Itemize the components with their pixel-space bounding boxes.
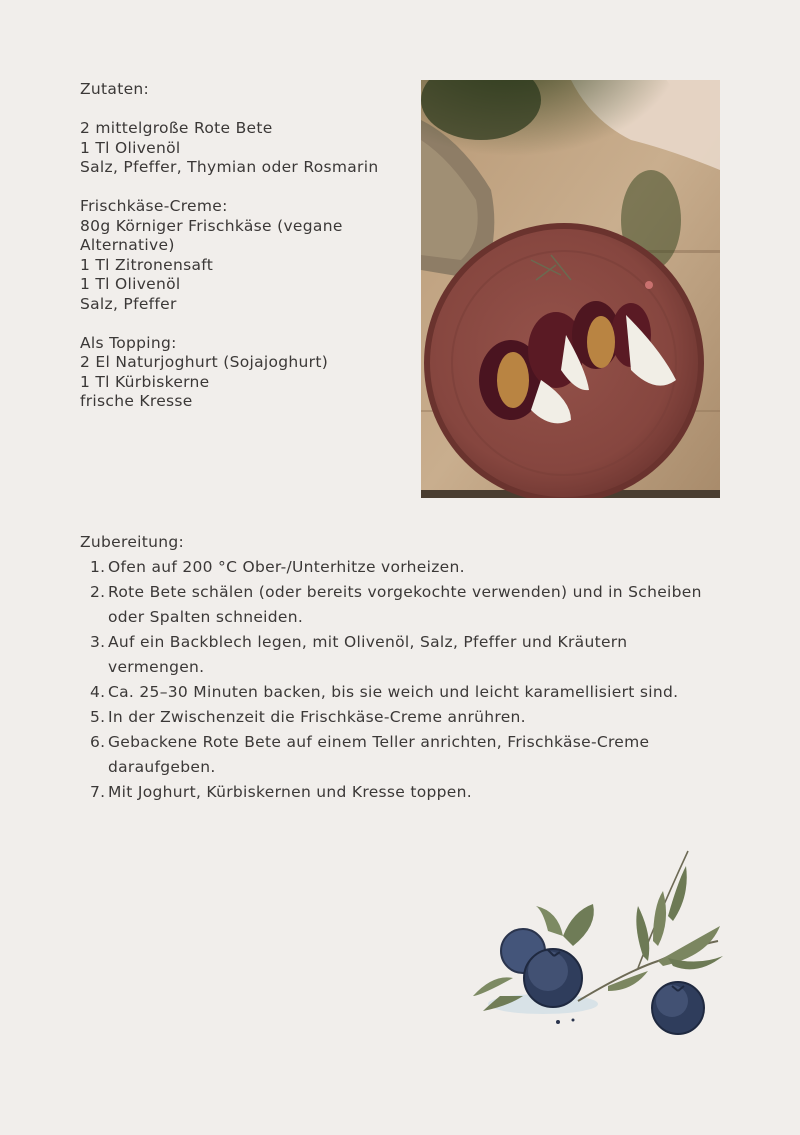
cream-heading: Frischkäse-Creme: [80, 197, 228, 215]
step-item [80, 580, 720, 630]
ingredient-item: Salz, Pfeffer [80, 294, 177, 313]
step-text: Ofen auf 200 °C Ober-/Unterhitze vorheizen. [108, 558, 465, 576]
ingredient-item: 2 mittelgroße Rote Bete [80, 119, 273, 137]
step-item [80, 555, 720, 580]
step-item [80, 730, 720, 780]
ingredient-item: 1 Tl Olivenöl [80, 138, 181, 157]
ingredient-item: 80g Körniger Frischkäse (vegane [80, 216, 343, 235]
blueberry-branch-icon [468, 846, 728, 1041]
ingredient-item: 1 Tl Zitronensaft [80, 255, 214, 274]
step-text: Ca. 25–30 Minuten backen, bis sie weich und leicht karamellisiert sind. [108, 683, 679, 701]
step-item [80, 780, 720, 805]
preparation-steps [80, 555, 720, 805]
step-number: 7. [90, 783, 106, 801]
step-number: 5. [90, 708, 106, 726]
preparation-heading: Zubereitung: [80, 533, 185, 551]
step-text: Auf ein Backblech legen, mit Olivenöl, Salz, Pfeffer und Kräutern vermengen. [108, 633, 628, 676]
ingredient-item: 1 Tl Kürbiskerne [80, 372, 210, 391]
step-text: In der Zwischenzeit die Frischkäse-Creme anrühren. [108, 708, 526, 726]
ingredients-section [80, 80, 410, 412]
step-number: 3. [90, 633, 106, 651]
step-text: Mit Joghurt, Kürbiskernen und Kresse toppen. [108, 783, 472, 801]
step-item [80, 680, 720, 705]
step-number: 1. [90, 558, 106, 576]
step-text: Gebackene Rote Bete auf einem Teller anrichten, Frischkäse-Creme daraufgeben. [108, 733, 650, 776]
dish-photo-illustration [421, 80, 720, 498]
step-number: 4. [90, 683, 106, 701]
ingredient-item: 2 El Naturjoghurt (Sojajoghurt) [80, 353, 329, 371]
dish-photo [421, 80, 720, 498]
step-item [80, 630, 720, 680]
blueberry-illustration [468, 846, 728, 1041]
ingredients-heading: Zutaten: [80, 80, 150, 98]
ingredient-item: 1 Tl Olivenöl [80, 275, 181, 293]
topping-heading: Als Topping: [80, 333, 177, 352]
step-text: Rote Bete schälen (oder bereits vorgekochte verwenden) und in Scheiben oder Spalten schneiden. [108, 583, 702, 626]
preparation-section [80, 530, 720, 805]
step-number: 2. [90, 583, 106, 601]
step-item [80, 705, 720, 730]
step-number: 6. [90, 733, 106, 751]
ingredient-item: Salz, Pfeffer, Thymian oder Rosmarin [80, 158, 379, 176]
ingredient-item: frische Kresse [80, 392, 193, 410]
ingredient-item: Alternative) [80, 236, 175, 254]
